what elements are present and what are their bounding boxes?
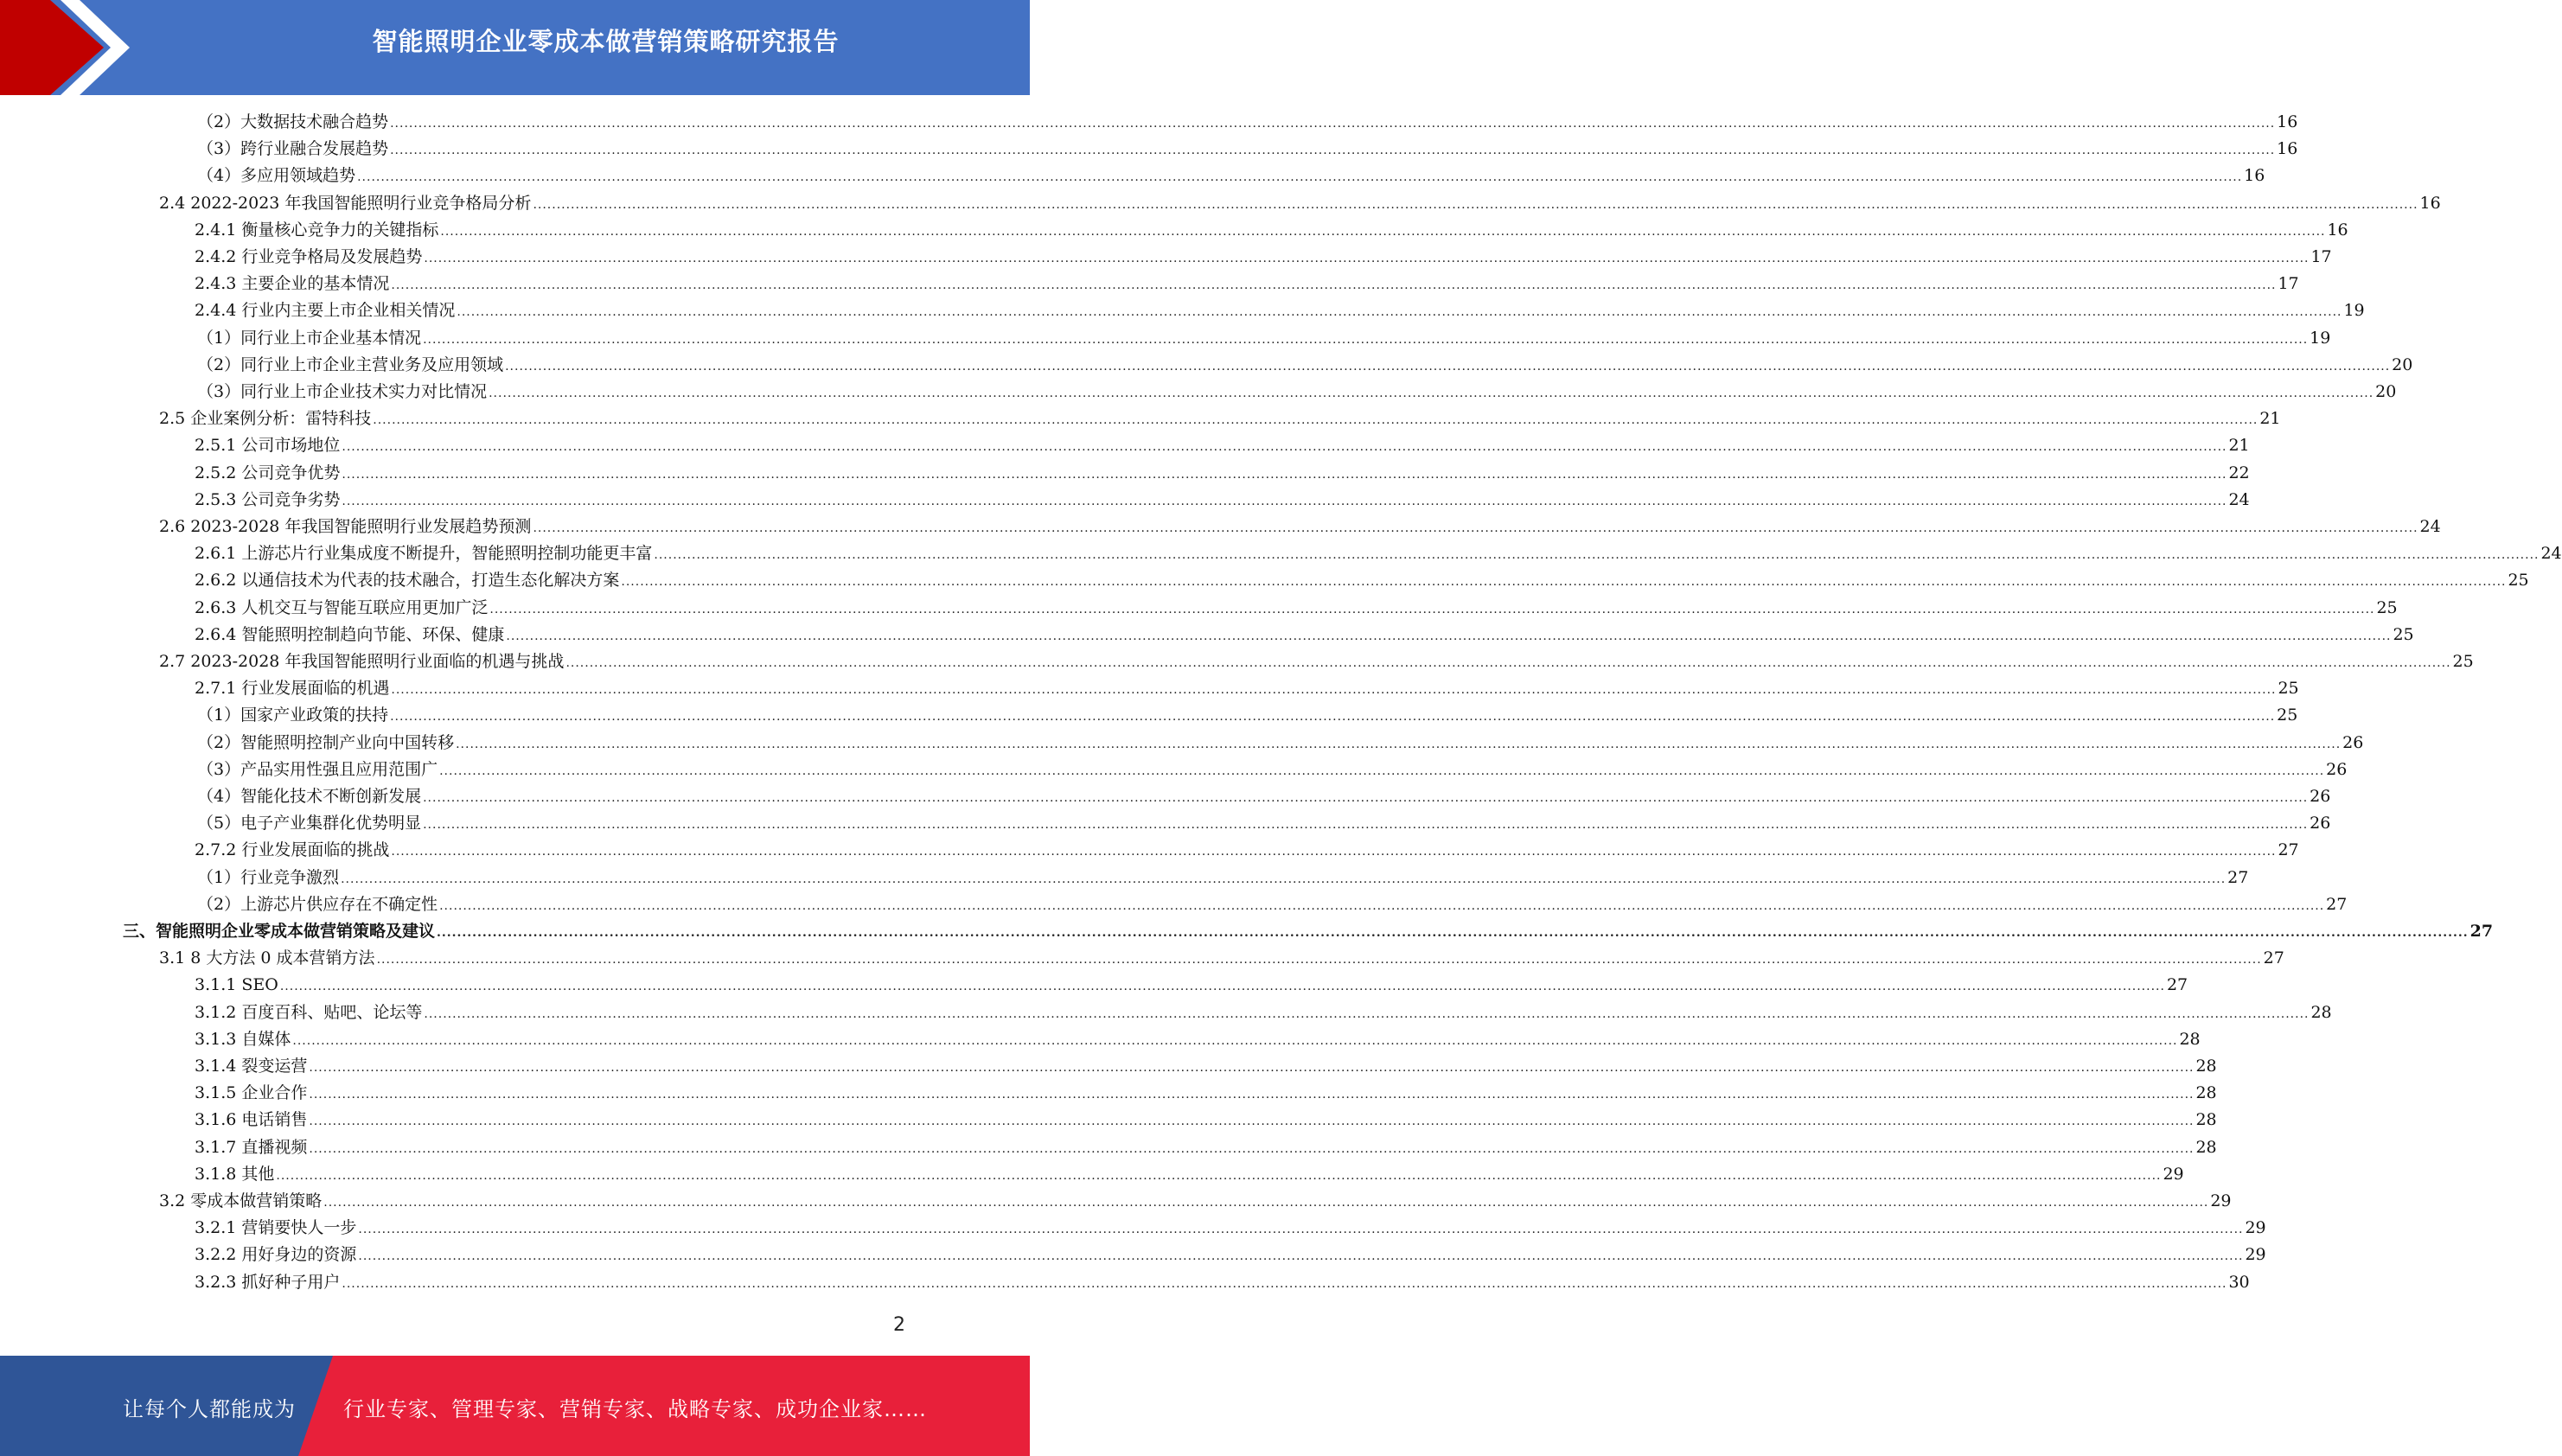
toc-entry-page: 25 xyxy=(2393,624,2414,644)
toc-dot-leader: ................................................................................................................................................................................................................................................................................................................................................................................................................ xyxy=(390,710,2276,725)
toc-entry-label: （3）同行业上市企业技术实力对比情况 xyxy=(197,382,488,401)
toc-entry[interactable] xyxy=(197,757,2348,783)
toc-entry[interactable] xyxy=(195,487,2250,514)
toc-dot-leader: ................................................................................................................................................................................................................................................................................................................................................................................................................ xyxy=(376,953,2262,967)
toc-entry-page: 16 xyxy=(2244,166,2265,186)
toc-dot-leader: ................................................................................................................................................................................................................................................................................................................................................................................................................ xyxy=(309,1141,2195,1156)
toc-dot-leader: ................................................................................................................................................................................................................................................................................................................................................................................................................ xyxy=(391,278,2277,293)
toc-entry-page: 27 xyxy=(2326,894,2348,914)
toc-dot-leader: ................................................................................................................................................................................................................................................................................................................................................................................................................ xyxy=(276,1168,2162,1183)
toc-entry-page: 27 xyxy=(2469,922,2494,941)
toc-entry-label: 3.1.2 百度百科、贴吧、论坛等 xyxy=(195,1002,423,1022)
toc-entry[interactable] xyxy=(195,999,2332,1026)
toc-entry-page: 20 xyxy=(2392,354,2413,374)
toc-entry-label: 2.7.1 行业发展面临的机遇 xyxy=(195,679,390,699)
toc-dot-leader: ................................................................................................................................................................................................................................................................................................................................................................................................................ xyxy=(621,575,2507,590)
toc-entry-label: （3）产品实用性强且应用范围广 xyxy=(197,759,438,779)
toc-entry-label: 2.7 2023-2028 年我国智能照明行业面临的机遇与挑战 xyxy=(159,652,565,671)
toc-entry-label: 2.5.3 公司竞争劣势 xyxy=(195,489,341,509)
toc-entry[interactable] xyxy=(195,1242,2266,1268)
toc-dot-leader: ................................................................................................................................................................................................................................................................................................................................................................................................................ xyxy=(440,224,2326,239)
toc-dot-leader: ................................................................................................................................................................................................................................................................................................................................................................................................................ xyxy=(358,1249,2244,1264)
toc-entry-page: 21 xyxy=(2228,436,2250,456)
toc-dot-leader: ................................................................................................................................................................................................................................................................................................................................................................................................................ xyxy=(309,1061,2195,1075)
toc-entry[interactable] xyxy=(195,244,2332,271)
toc-entry-label: 2.6 2023-2028 年我国智能照明行业发展趋势预测 xyxy=(159,517,532,536)
toc-entry[interactable] xyxy=(123,918,2494,945)
toc-entry-label: （4）多应用领域趋势 xyxy=(197,166,356,186)
toc-dot-leader: ................................................................................................................................................................................................................................................................................................................................................................................................................ xyxy=(373,413,2259,428)
toc-entry[interactable] xyxy=(195,271,2299,297)
toc-entry[interactable] xyxy=(197,109,2298,136)
toc-entry-page: 20 xyxy=(2375,382,2397,401)
toc-entry-label: （2）同行业上市企业主营业务及应用领域 xyxy=(197,354,504,374)
toc-entry-page: 27 xyxy=(2263,948,2284,968)
toc-entry-page: 26 xyxy=(2310,787,2331,806)
toc-entry[interactable] xyxy=(195,675,2299,702)
toc-entry-label: 3.1.4 裂变运营 xyxy=(195,1057,308,1076)
toc-entry[interactable] xyxy=(195,1269,2250,1296)
toc-entry-label: 2.4.1 衡量核心竞争力的关键指标 xyxy=(195,220,439,239)
toc-entry-label: （3）跨行业融合发展趋势 xyxy=(197,139,389,159)
toc-entry[interactable] xyxy=(195,972,2188,999)
toc-entry-label: （1）国家产业政策的扶持 xyxy=(197,706,389,725)
toc-entry-label: 2.5 企业案例分析：雷特科技 xyxy=(159,409,372,429)
toc-entry-label: 3.1.5 企业合作 xyxy=(195,1083,308,1103)
toc-dot-leader: ................................................................................................................................................................................................................................................................................................................................................................................................................ xyxy=(391,683,2277,698)
toc-entry-page: 16 xyxy=(2277,112,2298,131)
toc-entry-label: 3.2.3 抓好种子用户 xyxy=(195,1272,341,1292)
toc-entry-label: 2.5.1 公司市场地位 xyxy=(195,436,341,456)
toc-entry[interactable] xyxy=(195,1134,2217,1161)
toc-dot-leader: ................................................................................................................................................................................................................................................................................................................................................................................................................ xyxy=(342,494,2227,508)
toc-entry[interactable] xyxy=(195,622,2414,648)
toc-entry-page: 16 xyxy=(2327,220,2348,239)
toc-entry-label: 2.4.2 行业竞争格局及发展趋势 xyxy=(195,247,423,266)
toc-dot-leader: ................................................................................................................................................................................................................................................................................................................................................................................................................ xyxy=(437,926,2469,940)
toc-entry-page: 28 xyxy=(2195,1110,2217,1130)
toc-entry-label: 2.7.2 行业发展面临的挑战 xyxy=(195,840,390,860)
page-header xyxy=(0,0,1030,95)
toc-entry-page: 24 xyxy=(2228,489,2250,509)
toc-dot-leader: ................................................................................................................................................................................................................................................................................................................................................................................................................ xyxy=(457,305,2342,320)
toc-entry-page: 29 xyxy=(2245,1218,2266,1238)
toc-entry-label: 2.4 2022-2023 年我国智能照明行业竞争格局分析 xyxy=(159,193,532,213)
toc-entry[interactable] xyxy=(159,648,2474,675)
toc-entry[interactable] xyxy=(195,540,2562,567)
toc-entry-page: 17 xyxy=(2278,274,2299,294)
toc-entry-label: 3.1.6 电话销售 xyxy=(195,1110,308,1130)
toc-entry-label: 2.4.3 主要企业的基本情况 xyxy=(195,274,390,294)
toc-dot-leader: ................................................................................................................................................................................................................................................................................................................................................................................................................ xyxy=(357,170,2243,185)
toc-dot-leader: ................................................................................................................................................................................................................................................................................................................................................................................................................ xyxy=(456,737,2342,751)
toc-entry-label: 三、智能照明企业零成本做营销策略及建议 xyxy=(123,922,436,941)
toc-entry[interactable] xyxy=(195,1107,2217,1134)
toc-entry-label: （2）大数据技术融合趋势 xyxy=(197,112,389,131)
toc-entry-page: 25 xyxy=(2376,597,2398,617)
toc-entry-label: 2.6.2 以通信技术为代表的技术融合，打造生态化解决方案 xyxy=(195,571,620,591)
toc-entry[interactable] xyxy=(197,325,2331,352)
toc-dot-leader: ................................................................................................................................................................................................................................................................................................................................................................................................................ xyxy=(533,521,2418,535)
toc-entry-page: 25 xyxy=(2277,706,2298,725)
toc-entry-page: 24 xyxy=(2419,517,2441,536)
toc-dot-leader: ................................................................................................................................................................................................................................................................................................................................................................................................................ xyxy=(323,1196,2209,1210)
page-number: 2 xyxy=(893,1314,905,1336)
toc-entry[interactable] xyxy=(197,136,2298,163)
toc-dot-leader: ................................................................................................................................................................................................................................................................................................................................................................................................................ xyxy=(279,980,2165,994)
toc-entry[interactable] xyxy=(195,1026,2201,1053)
toc-dot-leader: ................................................................................................................................................................................................................................................................................................................................................................................................................ xyxy=(342,467,2227,482)
toc-entry-page: 25 xyxy=(2508,571,2529,591)
toc-entry-page: 25 xyxy=(2452,652,2474,671)
toc-entry-label: 3.1.7 直播视频 xyxy=(195,1137,308,1157)
toc-entry-page: 16 xyxy=(2277,139,2298,159)
toc-entry-label: （4）智能化技术不断创新发展 xyxy=(197,787,422,806)
footer-slogan-left: 让每个人都能成为 xyxy=(123,1397,296,1421)
toc-entry-page: 26 xyxy=(2310,814,2331,833)
toc-entry-page: 25 xyxy=(2278,679,2299,699)
toc-entry[interactable] xyxy=(195,460,2250,487)
toc-entry-page: 19 xyxy=(2343,301,2365,321)
toc-entry[interactable] xyxy=(197,163,2265,189)
toc-entry-label: 2.5.2 公司竞争优势 xyxy=(195,463,341,482)
page-footer xyxy=(0,1356,1030,1456)
toc-entry-label: （1）同行业上市企业基本情况 xyxy=(197,328,422,348)
toc-entry-label: （2）上游芯片供应存在不确定性 xyxy=(197,894,438,914)
toc-entry-page: 22 xyxy=(2228,463,2250,482)
toc-entry[interactable] xyxy=(197,352,2413,379)
toc-entry-label: 2.6.4 智能照明控制趋向节能、环保、健康 xyxy=(195,624,505,644)
toc-entry-page: 28 xyxy=(2310,1002,2332,1022)
toc-entry-page: 27 xyxy=(2227,867,2249,887)
toc-dot-leader: ................................................................................................................................................................................................................................................................................................................................................................................................................ xyxy=(506,629,2392,643)
toc-dot-leader: ................................................................................................................................................................................................................................................................................................................................................................................................................ xyxy=(424,252,2310,265)
toc-dot-leader: ................................................................................................................................................................................................................................................................................................................................................................................................................ xyxy=(489,386,2374,400)
toc-entry[interactable] xyxy=(195,1215,2266,1242)
toc-entry-page: 19 xyxy=(2310,328,2331,348)
toc-entry[interactable] xyxy=(159,945,2284,972)
toc-entry[interactable] xyxy=(159,190,2441,217)
toc-entry-page: 28 xyxy=(2195,1083,2217,1103)
toc-dot-leader: ................................................................................................................................................................................................................................................................................................................................................................................................................ xyxy=(439,898,2325,913)
toc-entry-label: 2.4.4 行业内主要上市企业相关情况 xyxy=(195,301,456,321)
toc-entry-label: 2.6.3 人机交互与智能互联应用更加广泛 xyxy=(195,597,489,617)
toc-entry[interactable] xyxy=(197,865,2249,891)
toc-entry-label: （5）电子产业集群化优势明显 xyxy=(197,814,422,833)
toc-entry-page: 29 xyxy=(2210,1191,2232,1210)
toc-entry-label: 3.1 8 大方法 0 成本营销方法 xyxy=(159,948,375,968)
toc-entry[interactable] xyxy=(195,1161,2184,1188)
toc-entry-page: 26 xyxy=(2342,732,2364,752)
toc-dot-leader: ................................................................................................................................................................................................................................................................................................................................................................................................................ xyxy=(565,656,2451,670)
toc-entry[interactable] xyxy=(197,783,2331,810)
toc-entry[interactable] xyxy=(195,595,2398,622)
toc-entry-page: 29 xyxy=(2245,1245,2266,1265)
toc-dot-leader: ................................................................................................................................................................................................................................................................................................................................................................................................................ xyxy=(342,1276,2227,1291)
toc-entry[interactable] xyxy=(197,810,2331,837)
toc-entry-page: 30 xyxy=(2228,1272,2250,1292)
toc-dot-leader: ................................................................................................................................................................................................................................................................................................................................................................................................................ xyxy=(423,791,2309,805)
toc-entry[interactable] xyxy=(159,1188,2232,1215)
toc-dot-leader: ................................................................................................................................................................................................................................................................................................................................................................................................................ xyxy=(342,440,2227,455)
toc-entry-page: 28 xyxy=(2195,1057,2217,1076)
toc-entry[interactable] xyxy=(197,702,2298,729)
toc-dot-leader: ................................................................................................................................................................................................................................................................................................................................................................................................................ xyxy=(309,1114,2195,1129)
toc-entry-label: 3.1.1 SEO xyxy=(195,975,278,995)
toc-entry-label: 3.2 零成本做营销策略 xyxy=(159,1191,323,1210)
toc-entry[interactable] xyxy=(195,1080,2217,1107)
toc-dot-leader: ................................................................................................................................................................................................................................................................................................................................................................................................................ xyxy=(390,144,2276,158)
toc-entry[interactable] xyxy=(195,297,2365,324)
toc-entry-label: 2.6.1 上游芯片行业集成度不断提升，智能照明控制功能更丰富 xyxy=(195,544,653,564)
toc-dot-leader: ................................................................................................................................................................................................................................................................................................................................................................................................................ xyxy=(489,602,2375,616)
toc-dot-leader: ................................................................................................................................................................................................................................................................................................................................................................................................................ xyxy=(439,763,2325,778)
toc-dot-leader: ................................................................................................................................................................................................................................................................................................................................................................................................................ xyxy=(423,332,2309,347)
toc-entry-page: 24 xyxy=(2540,544,2562,564)
toc-dot-leader: ................................................................................................................................................................................................................................................................................................................................................................................................................ xyxy=(390,117,2276,131)
toc-dot-leader: ................................................................................................................................................................................................................................................................................................................................................................................................................ xyxy=(505,359,2391,374)
toc-dot-leader: ................................................................................................................................................................................................................................................................................................................................................................................................................ xyxy=(309,1088,2195,1102)
toc-dot-leader: ................................................................................................................................................................................................................................................................................................................................................................................................................ xyxy=(424,1006,2310,1021)
toc-entry-page: 28 xyxy=(2179,1029,2201,1049)
toc-entry-page: 27 xyxy=(2278,840,2299,860)
toc-entry[interactable] xyxy=(159,406,2281,432)
toc-entry[interactable] xyxy=(197,730,2364,757)
toc-entry-label: 3.2.2 用好身边的资源 xyxy=(195,1245,357,1265)
toc-entry-page: 28 xyxy=(2195,1137,2217,1157)
toc-dot-leader: ................................................................................................................................................................................................................................................................................................................................................................................................................ xyxy=(391,845,2277,859)
toc-entry-page: 21 xyxy=(2259,409,2281,429)
toc-entry-page: 17 xyxy=(2310,247,2332,266)
toc-dot-leader: ................................................................................................................................................................................................................................................................................................................................................................................................................ xyxy=(533,197,2418,212)
toc-dot-leader: ................................................................................................................................................................................................................................................................................................................................................................................................................ xyxy=(341,872,2227,886)
toc-entry-page: 27 xyxy=(2166,975,2188,995)
toc-entry-label: 3.1.8 其他 xyxy=(195,1164,275,1184)
toc-entry[interactable] xyxy=(159,514,2441,540)
toc-entry-label: 3.1.3 自媒体 xyxy=(195,1029,291,1049)
toc-entry[interactable] xyxy=(195,1053,2217,1080)
toc-entry-page: 26 xyxy=(2326,759,2348,779)
header-title: 智能照明企业零成本做营销策略研究报告 xyxy=(372,27,840,56)
toc-dot-leader: ................................................................................................................................................................................................................................................................................................................................................................................................................ xyxy=(292,1033,2178,1048)
toc-entry[interactable] xyxy=(197,891,2348,918)
toc-entry-page: 16 xyxy=(2419,193,2441,213)
toc-entry[interactable] xyxy=(195,837,2299,864)
toc-dot-leader: ................................................................................................................................................................................................................................................................................................................................................................................................................ xyxy=(654,548,2540,563)
toc-entry-label: 3.2.1 营销要快人一步 xyxy=(195,1218,357,1238)
toc-entry-label: （2）智能照明控制产业向中国转移 xyxy=(197,732,455,752)
toc-entry[interactable] xyxy=(195,432,2250,459)
footer-slogan-right: 行业专家、管理专家、营销专家、战略专家、成功企业家…… xyxy=(343,1397,927,1421)
toc-entry-page: 29 xyxy=(2163,1164,2184,1184)
toc-entry[interactable] xyxy=(195,567,2529,594)
toc-entry-label: （1）行业竞争激烈 xyxy=(197,867,340,887)
toc-dot-leader: ................................................................................................................................................................................................................................................................................................................................................................................................................ xyxy=(358,1223,2244,1237)
toc-dot-leader: ................................................................................................................................................................................................................................................................................................................................................................................................................ xyxy=(423,818,2309,833)
toc-entry[interactable] xyxy=(197,379,2397,406)
toc-entry[interactable] xyxy=(195,217,2348,244)
